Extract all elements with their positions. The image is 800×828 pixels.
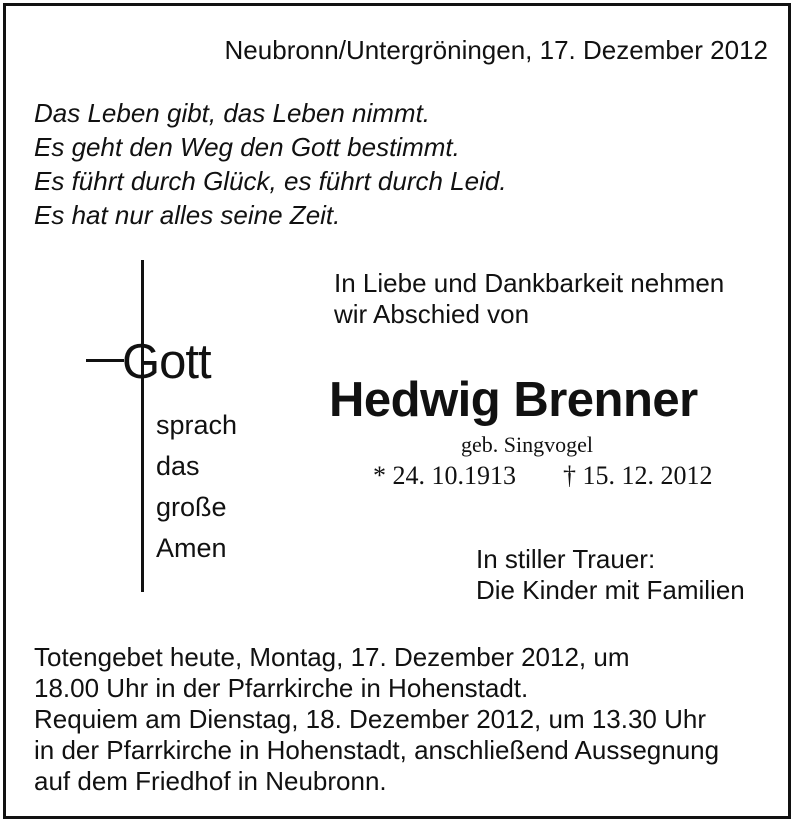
intro-line: wir Abschied von — [334, 299, 530, 329]
service-details — [34, 642, 719, 797]
cross-phrase-line: große — [156, 492, 227, 522]
cross-title: Gott — [122, 335, 211, 389]
service-line: 18.00 Uhr in der Pfarrkirche in Hohenstadt. — [34, 673, 529, 703]
service-line: Totengebet heute, Montag, 17. Dezember 2012, um — [34, 642, 630, 672]
farewell-intro — [334, 268, 724, 330]
intro-line: In Liebe und Dankbarkeit nehmen — [334, 268, 725, 298]
poem-line: Es führt durch Glück, es führt durch Leid. — [34, 166, 507, 196]
poem — [34, 96, 507, 232]
poem-line: Es hat nur alles seine Zeit. — [34, 200, 341, 230]
death-date: † 15. 12. 2012 — [563, 461, 713, 490]
poem-line: Das Leben gibt, das Leben nimmt. — [34, 98, 431, 128]
maiden-name: geb. Singvogel — [461, 432, 593, 457]
cross-horizontal-bar — [86, 359, 124, 362]
service-line: auf dem Friedhof in Neubronn. — [34, 766, 387, 796]
mourners — [476, 544, 745, 606]
service-line: Requiem am Dienstag, 18. Dezember 2012, um 13.30 Uhr — [34, 704, 707, 734]
service-line: in der Pfarrkirche in Hohenstadt, anschließend Aussegnung — [34, 735, 720, 765]
place-date: Neubronn/Untergröningen, 17. Dezember 2012 — [224, 35, 768, 65]
poem-line: Es geht den Weg den Gott bestimmt. — [34, 132, 460, 162]
mourners-line: Die Kinder mit Familien — [476, 575, 745, 605]
obituary-notice — [3, 3, 791, 819]
cross-phrase-line: sprach — [156, 410, 238, 440]
deceased-name: Hedwig Brenner — [329, 373, 698, 427]
birth-date: * 24. 10.1913 — [373, 461, 516, 490]
mourners-line: In stiller Trauer: — [476, 544, 656, 574]
cross-phrase — [156, 405, 237, 569]
cross-phrase-line: Amen — [156, 533, 227, 563]
cross-vertical-bar — [141, 260, 144, 592]
cross-phrase-line: das — [156, 451, 200, 481]
